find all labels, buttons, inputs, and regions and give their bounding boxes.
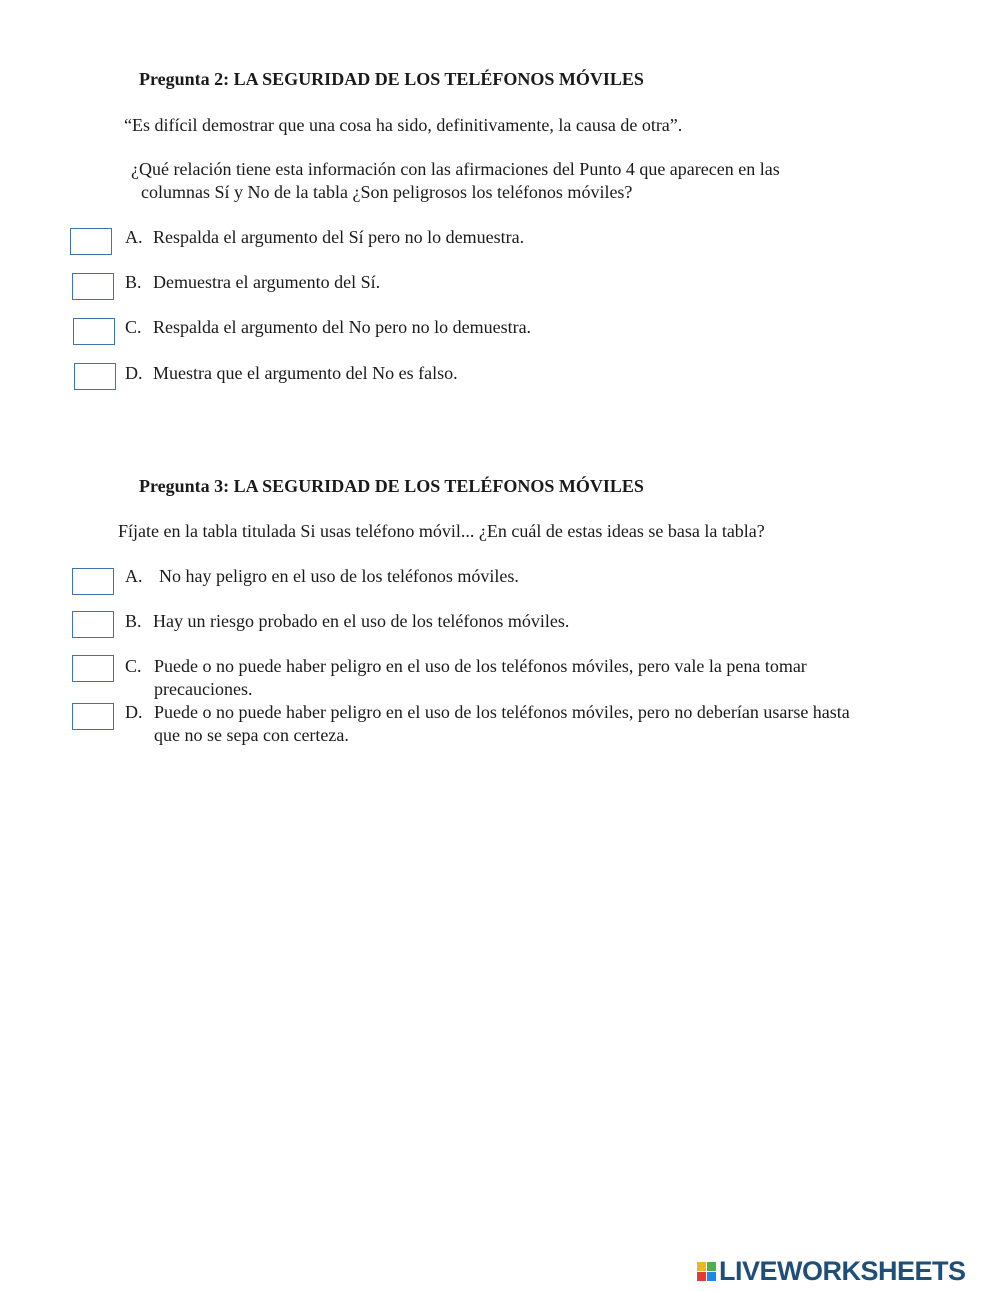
option-text: Puede o no puede haber peligro en el uso de los teléfonos móviles, pero no deberían usarse hasta que no se sepa con certeza. bbox=[154, 702, 850, 745]
option-text: Hay un riesgo probado en el uso de los teléfonos móviles. bbox=[153, 611, 570, 631]
option-text: Demuestra el argumento del Sí. bbox=[153, 272, 381, 292]
option-text: No hay peligro en el uso de los teléfonos móviles. bbox=[159, 566, 519, 586]
option-letter: A. bbox=[125, 227, 143, 247]
q2-title: Pregunta 2: LA SEGURIDAD DE LOS TELÉFONOS MÓVILES bbox=[139, 69, 644, 89]
q2-option-a bbox=[125, 226, 524, 249]
q3-option-b bbox=[125, 610, 569, 633]
option-letter: C. bbox=[125, 656, 142, 676]
q2-question-line1: ¿Qué relación tiene esta información con las afirmaciones del Punto 4 que aparecen en las bbox=[131, 159, 780, 179]
option-letter: B. bbox=[125, 611, 142, 631]
q3-option-d-checkbox[interactable] bbox=[72, 703, 114, 730]
q2-option-a-checkbox[interactable] bbox=[70, 228, 112, 255]
option-letter: B. bbox=[125, 272, 142, 292]
q3-title: Pregunta 3: LA SEGURIDAD DE LOS TELÉFONOS MÓVILES bbox=[139, 476, 644, 496]
q3-option-c-checkbox[interactable] bbox=[72, 655, 114, 682]
option-letter: D. bbox=[125, 702, 143, 722]
q2-option-c bbox=[125, 316, 531, 339]
q3-option-c bbox=[125, 655, 875, 701]
logo-text: LIVEWORKSHEETS bbox=[719, 1255, 966, 1286]
logo-blocks-icon bbox=[697, 1262, 716, 1281]
q2-option-b-checkbox[interactable] bbox=[72, 273, 114, 300]
option-letter: C. bbox=[125, 317, 142, 337]
option-letter: A. bbox=[125, 566, 143, 586]
option-text: Puede o no puede haber peligro en el uso de los teléfonos móviles, pero vale la pena tomar precauciones. bbox=[154, 656, 807, 699]
q3-option-b-checkbox[interactable] bbox=[72, 611, 114, 638]
q2-quote: “Es difícil demostrar que una cosa ha sido, definitivamente, la causa de otra”. bbox=[124, 115, 683, 135]
liveworksheets-logo bbox=[697, 1257, 966, 1285]
q3-option-d bbox=[125, 701, 875, 747]
q2-question-line2: columnas Sí y No de la tabla ¿Son peligrosos los teléfonos móviles? bbox=[141, 182, 633, 202]
q2-option-b bbox=[125, 271, 380, 294]
q3-option-a-checkbox[interactable] bbox=[72, 568, 114, 595]
q2-option-d bbox=[125, 362, 458, 385]
option-text: Respalda el argumento del Sí pero no lo demuestra. bbox=[153, 227, 525, 247]
option-text: Respalda el argumento del No pero no lo demuestra. bbox=[153, 317, 532, 337]
option-text: Muestra que el argumento del No es falso. bbox=[153, 363, 458, 383]
q2-option-c-checkbox[interactable] bbox=[73, 318, 115, 345]
q3-question: Fíjate en la tabla titulada Si usas teléfono móvil... ¿En cuál de estas ideas se basa la tabla? bbox=[118, 521, 765, 541]
option-letter: D. bbox=[125, 363, 143, 383]
q2-option-d-checkbox[interactable] bbox=[74, 363, 116, 390]
q3-option-a bbox=[125, 565, 519, 588]
